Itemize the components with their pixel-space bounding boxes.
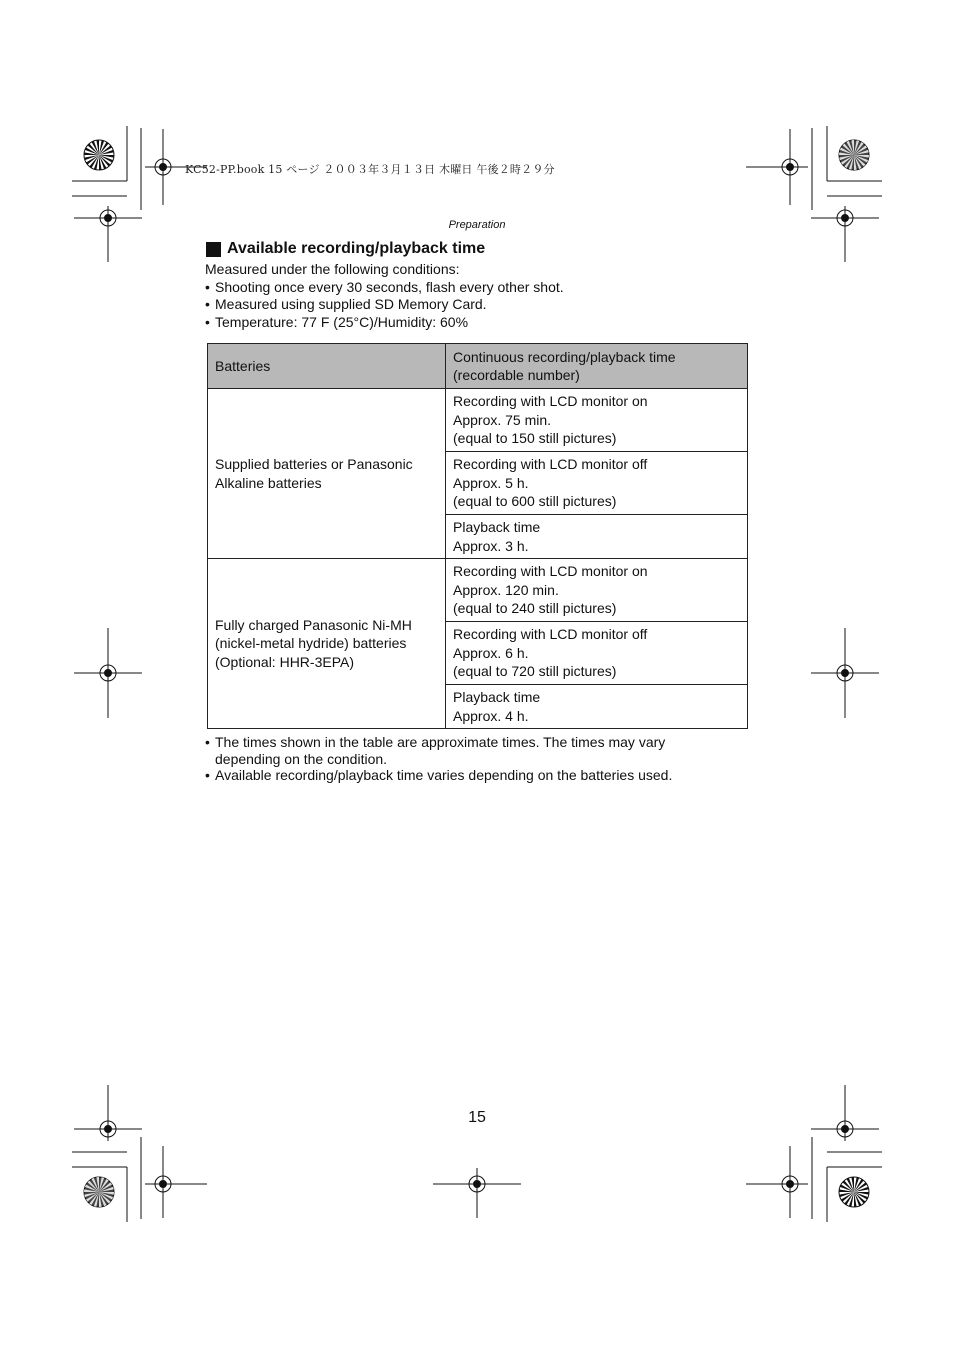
heading-square-icon [206,242,221,257]
table-header-row [208,344,748,389]
conditions-block [205,261,564,331]
bullet: • [205,734,210,750]
time-cell: Recording with LCD monitor on Approx. 75 min. (equal to 150 still pictures) [446,389,748,452]
section-label: Preparation [448,219,506,231]
time-cell: Playback time Approx. 4 h. [446,685,748,729]
section-heading [206,240,485,258]
bullet: • [205,296,210,312]
time-cell: Recording with LCD monitor on Approx. 120 min. (equal to 240 still pictures) [446,559,748,622]
starburst-target-icon [839,1177,869,1207]
starburst-target-icon [839,140,869,170]
table-row [208,559,748,622]
table-row [208,389,748,452]
conditions-lead: Measured under the following conditions: [205,261,460,277]
bullet: • [205,278,210,295]
page-number: 15 [468,1109,486,1126]
battery-type-cell: Fully charged Panasonic Ni-MH (nickel-metal hydride) batteries (Optional: HHR-3EPA) [208,559,446,729]
time-cell: Playback time Approx. 3 h. [446,515,748,559]
header-time: Continuous recording/playback time (recordable number) [446,344,748,389]
starburst-target-icon [84,1177,114,1207]
starburst-target-icon [84,140,114,170]
condition-item: • Measured using supplied SD Memory Card. [205,296,487,312]
condition-item: • Temperature: 77 F (25°C)/Humidity: 60% [205,313,469,330]
heading-text: Available recording/playback time [227,240,486,257]
bullet: • [205,767,210,783]
header-batteries: Batteries [208,344,446,389]
notes-block [205,734,725,784]
condition-item: • Shooting once every 30 seconds, flash every other shot. [205,278,564,295]
time-cell: Recording with LCD monitor off Approx. 6 h. (equal to 720 still pictures) [446,622,748,685]
time-cell: Recording with LCD monitor off Approx. 5 h. (equal to 600 still pictures) [446,452,748,515]
battery-type-cell: Supplied batteries or Panasonic Alkaline batteries [208,389,446,559]
bullet: • [205,313,210,330]
note-item: • Available recording/playback time varies depending on the batteries used. [205,767,673,783]
battery-time-table [207,343,748,729]
file-slug-line: KC52-PP.book 15 ページ ２００３年３月１３日 木曜日 午後２時２９分 [185,163,555,176]
note-item: • The times shown in the table are approximate times. The times may vary depending on the condition. [205,734,666,767]
